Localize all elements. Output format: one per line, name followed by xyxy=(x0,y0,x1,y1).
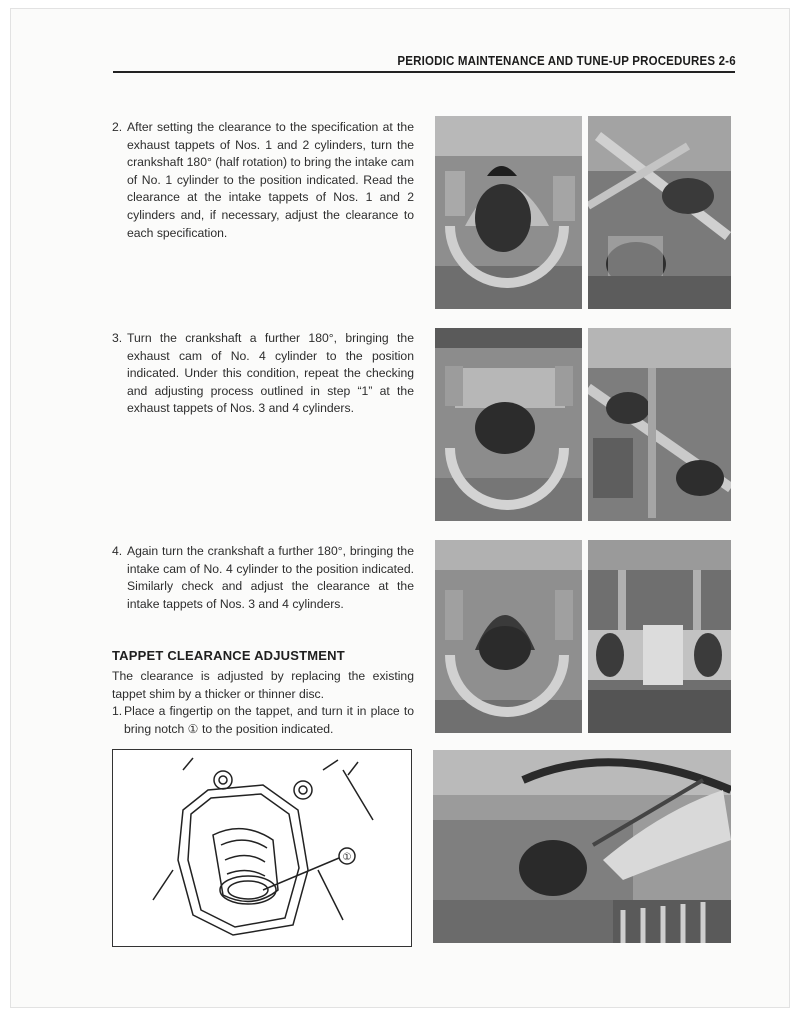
photo-intake-cam-no4 xyxy=(435,540,582,733)
diagram-callout-1: ① xyxy=(342,852,352,863)
tappet-notch-diagram xyxy=(112,749,412,947)
step-4-text: Again turn the crankshaft a further 180°, bringing the intake cam of No. 4 cylinder to the position indicated. Similarly check and adjust the clearance at the intake tappets of Nos. 3 and 4 cylinders. xyxy=(127,544,414,611)
step-2-number: 2. xyxy=(112,120,123,134)
step-3-number: 3. xyxy=(112,331,123,345)
photo-intake-tappets-3-4 xyxy=(588,540,731,733)
section-title: TAPPET CLEARANCE ADJUSTMENT xyxy=(112,648,345,663)
photo-exhaust-tappets-3-4 xyxy=(588,328,731,521)
photo-intake-cam-no1 xyxy=(435,116,582,309)
section-step-1-number: 1. xyxy=(112,704,123,719)
step-4 xyxy=(112,543,414,613)
step-2 xyxy=(112,119,414,242)
section-intro: The clearance is adjusted by replacing the existing tappet shim by a thicker or thinner disc. xyxy=(112,669,414,701)
section-step-1-text: Place a fingertip on the tappet, and turn it in place to bring notch ① to the position indicated. xyxy=(124,704,414,736)
section-body xyxy=(112,668,414,738)
page-header: PERIODIC MAINTENANCE AND TUNE-UP PROCEDURES 2-6 xyxy=(397,54,736,68)
header-rule xyxy=(113,71,735,73)
step-4-number: 4. xyxy=(112,544,123,558)
step-3-text: Turn the crankshaft a further 180°, bringing the exhaust cam of No. 4 cylinder to the position indicated. Under this condition, repeat the checking and adjusting process outlined in step “1” at the exhaust tappets of Nos. 3 and 4 cylinders. xyxy=(127,331,414,416)
photo-intake-tappets-1-2 xyxy=(588,116,731,309)
section-step-1 xyxy=(112,703,414,738)
photo-fingertip-tappet xyxy=(433,750,731,943)
photo-exhaust-cam-no4 xyxy=(435,328,582,521)
step-2-text: After setting the clearance to the specification at the exhaust tappets of Nos. 1 and 2 cylinders, turn the crankshaft 180° (half rotation) to bring the intake cam of No. 1 cylinder to the position indicated. Read the clearance at the intake tappets of Nos. 1 and 2 cylinders and, if necessary, adjust the clearance to each specification. xyxy=(127,120,414,240)
step-3 xyxy=(112,330,414,418)
